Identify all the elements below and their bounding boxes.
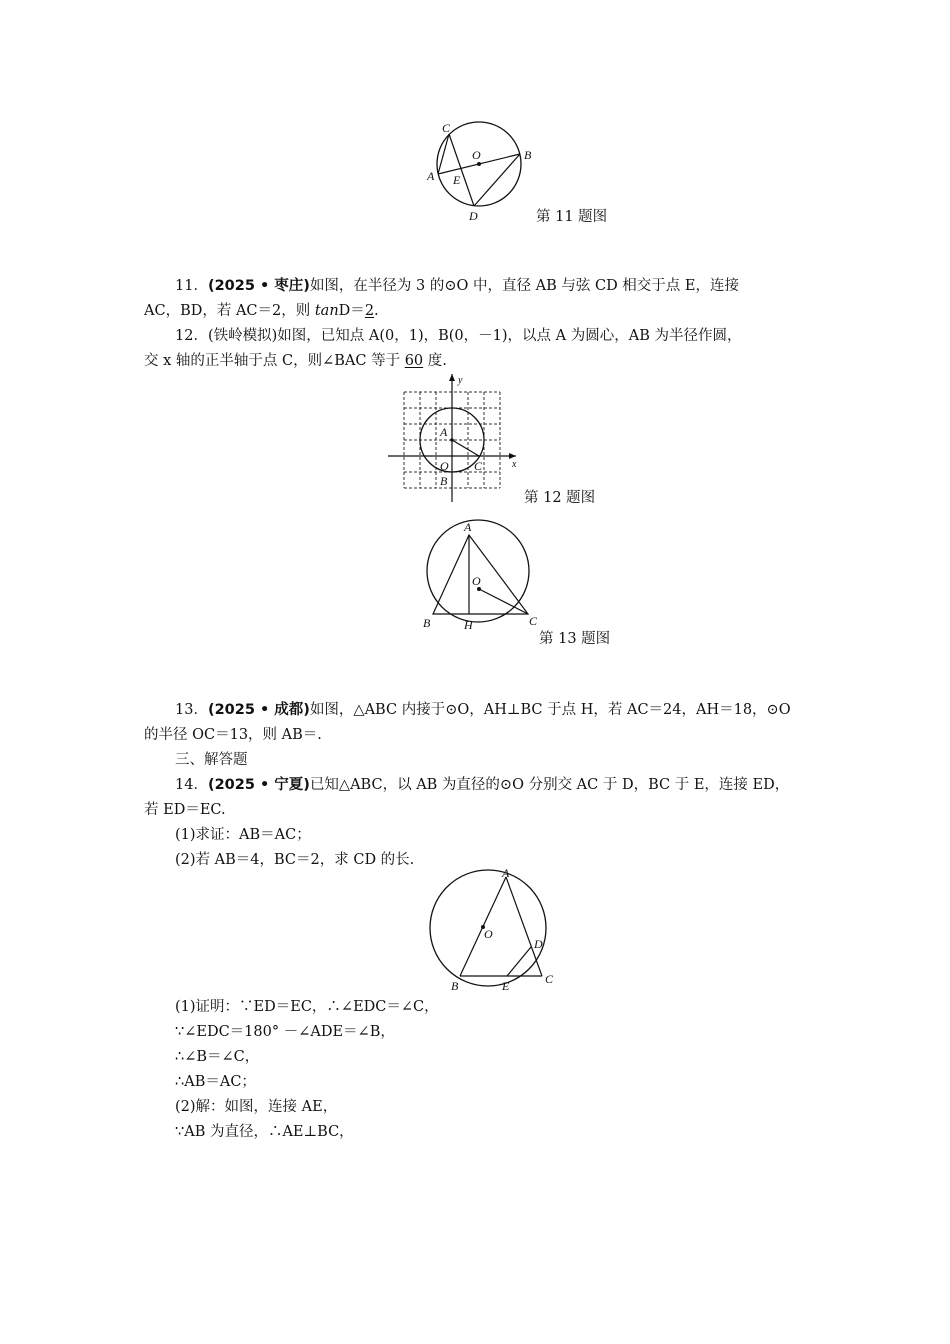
q12-answer: 60 [404, 353, 424, 369]
label-o: O [440, 459, 449, 473]
figure-11-caption: 第 11 题图 [536, 209, 608, 225]
label-y: y [458, 375, 463, 386]
solution-line1: (1)证明：∵ED＝EC，∴∠EDC＝∠C， [175, 999, 439, 1015]
solution-line2: ∵∠EDC＝180° －∠ADE＝∠B， [175, 1024, 395, 1040]
q11-number: 11． [175, 278, 208, 294]
figure-12-caption: 第 12 题图 [524, 490, 596, 506]
label-a: A [427, 169, 435, 183]
q14-part2: (2)若 AB＝4，BC＝2，求 CD 的长. [175, 852, 415, 868]
q11-source: (2025 • 枣庄) [207, 278, 310, 294]
q12-number: 12． [175, 328, 208, 344]
label-e: E [453, 173, 461, 187]
label-a: A [464, 520, 472, 534]
label-c: C [442, 121, 451, 135]
label-a: A [440, 425, 448, 439]
q12-text3: 度. [423, 353, 447, 369]
q13-number: 13． [175, 702, 208, 718]
label-o: O [472, 574, 481, 588]
q13-source: (2025 • 成都) [207, 702, 310, 718]
q11-tan: tan [314, 303, 339, 319]
q14-number: 14． [175, 777, 208, 793]
label-x: x [512, 459, 517, 470]
label-a: A [502, 866, 510, 880]
q11-end: . [374, 303, 379, 319]
q14-text1: 已知△ABC，以 AB 为直径的⊙O 分别交 AC 于 D，BC 于 E，连接 ED， [309, 777, 790, 793]
q13-text2: 的半径 OC＝13，则 AB＝. [144, 727, 322, 743]
q13-text1: 如图，△ABC 内接于⊙O，AH⊥BC 于点 H，若 AC＝24，AH＝18，⊙O [309, 702, 791, 718]
label-b: B [524, 148, 532, 162]
q14-part1: (1)求证：AB＝AC； [175, 827, 311, 843]
label-e: E [502, 979, 510, 993]
label-c: C [474, 459, 483, 473]
label-b: B [440, 474, 448, 488]
label-c: C [529, 614, 538, 628]
q12-text1: (铁岭模拟)如图，已知点 A(0，1)，B(0，－1)，以点 A 为圆心，AB 为半径作圆， [207, 328, 742, 344]
q14-source: (2025 • 宁夏) [207, 777, 310, 793]
solution-line5: (2)解：如图，连接 AE， [175, 1099, 338, 1115]
solution-line6: ∵AB 为直径，∴AE⊥BC， [175, 1124, 354, 1140]
q12-text2: 交 x 轴的正半轴于点 C，则∠BAC 等于 [144, 353, 405, 369]
solution-line3: ∴∠B＝∠C， [175, 1049, 260, 1065]
segment-ed [507, 947, 531, 976]
q14-line2: 若 ED＝EC. [144, 802, 226, 818]
figure-13-caption: 第 13 题图 [539, 631, 611, 647]
label-b: B [423, 616, 431, 630]
q11-answer: 2 [364, 303, 375, 319]
label-o: O [484, 927, 493, 941]
label-d: D [534, 937, 543, 951]
label-d: D [469, 209, 478, 223]
q11-text3: D＝ [338, 303, 365, 319]
label-c: C [545, 972, 554, 986]
label-o: O [472, 148, 481, 162]
label-b: B [451, 979, 459, 993]
section-heading: 三、解答题 [175, 752, 248, 768]
side-ac [506, 877, 542, 976]
label-h: H [464, 618, 473, 632]
q11-text1: 如图，在半径为 3 的⊙O 中，直径 AB 与弦 CD 相交于点 E，连接 [309, 278, 740, 294]
q11-text2: AC，BD，若 AC＝2，则 [144, 303, 315, 319]
solution-line4: ∴AB＝AC； [175, 1074, 256, 1090]
